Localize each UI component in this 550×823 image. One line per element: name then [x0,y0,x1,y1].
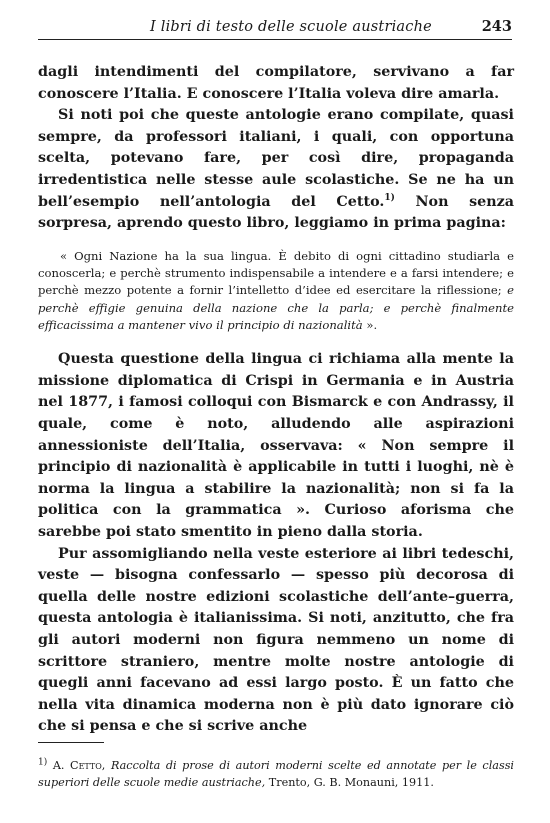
paragraph-4: Pur assomigliando nella veste esteriore ai libri tedeschi, veste — bisogna confessarlo — spesso più decorosa di quella delle nostre edizioni scolastiche dell’ante–guerra, questa antologia è italianissima. Si noti, anzitutto, che fra gli autori moderni non figura nemmeno un nome di scrittore straniero, mentre molte nostre antologie di quegli anni facevano ad essi largo posto. È un fatto che nella vita dinamica moderna non è più dato ignorare ciò che si pensa e che si scrive anche [38,545,514,735]
running-header [38,15,512,40]
footnote-imprint: Trento, G. B. Monauni, 1911. [265,775,434,789]
quote-text: « Ogni Nazione ha la sua lingua. È debito di ogni cittadino studiarla e conoscerla; e perchè strumento indispensabile a intendere e a farsi intendere; e perchè mezzo potente a fornir l’intelletto d’idee ed esercitare la riflessione; [38,248,514,298]
footnote-mark: 1) [38,757,48,768]
running-title: I libri di testo delle scuole austriache [150,19,432,35]
footnote [38,758,514,791]
paragraph-2-continued: Non senza sorpresa, aprendo questo libro, leggiamo in prima pagina: [38,193,514,232]
block-quote [38,248,514,334]
quote-closing: ». [362,317,378,332]
body-text [38,62,514,738]
footnote-reference: 1) [384,192,395,203]
paragraph-1: dagli intendimenti del compilatore, servivano a far conoscere l’Italia. E conoscere l’Italia voleva dire amarla. [38,64,514,102]
footnote-author: A. Cetto, [52,759,106,772]
footnote-divider [38,742,104,743]
quote-italic-text: e perchè effigie genuina della nazione che la parla; e perchè finalmente efficacissima a mantener vivo il principio di nazionalità [38,283,514,332]
paragraph-2 [38,105,514,235]
footnote-work-title: Raccolta di prose di autori moderni scelte ed annotate per le classi superiori delle scuole medie austriache, [38,759,515,789]
page-number: 243 [481,18,512,35]
paragraph-2-text: Si noti poi che queste antologie erano compilate, quasi sempre, da professori italiani, i quali, con opportuna scelta, potevano fare, per così dire, propaganda irredentistica nelle stesse aule scolastiche. Se ne ha un bell’esempio nell’antologia del Cetto. [38,107,514,210]
paragraph-3: Questa questione della lingua ci richiama alla mente la missione diplomatica di Crispi in Germania e in Austria nel 1877, i famosi colloqui con Bismarck e con Andrassy, il quale, come è noto, alludendo alle aspirazioni annessioniste dell’Italia, osservava: « Non sempre il principio di nazionalità è applicabile in tutti i luoghi, nè è norma la lingua a stabilire la nazionalità; non si fa la politica con la grammatica ». Curioso aforisma che sarebbe poi stato smentito in pieno dalla storia. [38,351,514,540]
